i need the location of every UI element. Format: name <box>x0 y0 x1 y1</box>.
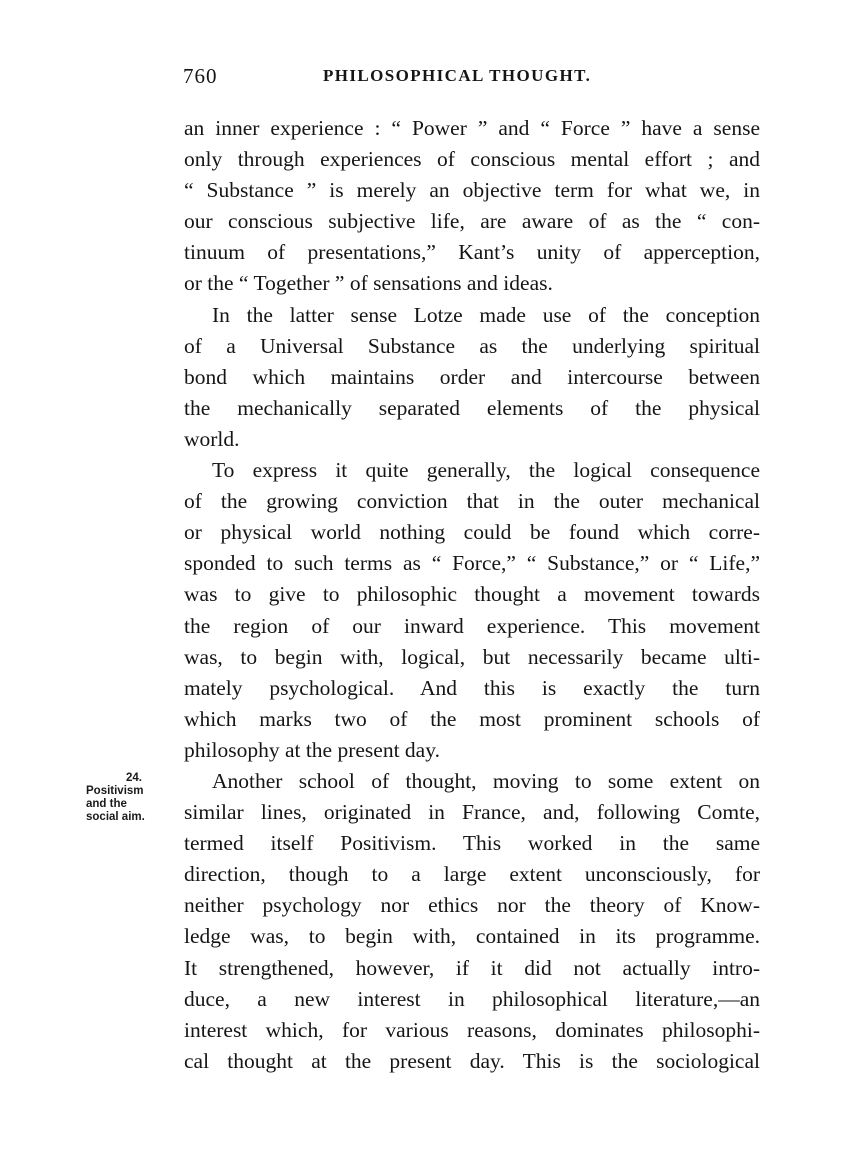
text-line: bond which maintains order and intercourse between <box>184 364 760 389</box>
text-line: philosophy at the present day. <box>184 737 440 762</box>
text-line: mately psychological. And this is exactly the turn <box>184 675 760 700</box>
text-line: To express it quite generally, the logical consequence <box>212 458 760 483</box>
text-line: our conscious subjective life, are aware of as the “ con- <box>184 209 760 234</box>
text-line: termed itself Positivism. This worked in the same <box>184 831 760 856</box>
text-line: of the growing conviction that in the outer mechanical <box>184 489 760 514</box>
running-title: PHILOSOPHICAL THOUGHT. <box>323 66 592 85</box>
text-line: was, to begin with, logical, but necessarily became ulti- <box>184 644 760 669</box>
text-line: It strengthened, however, if it did not actually intro- <box>184 955 760 980</box>
text-line: was to give to philosophic thought a movement towards <box>184 582 760 607</box>
text-line: of a Universal Substance as the underlying spiritual <box>184 333 760 358</box>
text-line: Another school of thought, moving to some extent on <box>212 768 760 793</box>
margin-note-line: and the <box>86 798 127 810</box>
text-line: or the “ Together ” of sensations and ideas. <box>184 271 553 296</box>
text-line: the region of our inward experience. This movement <box>184 613 760 638</box>
text-line: sponded to such terms as “ Force,” “ Substance,” or “ Life,” <box>184 551 760 576</box>
text-line: neither psychology nor ethics nor the theory of Know- <box>184 893 760 918</box>
text-line: interest which, for various reasons, dominates philosophi- <box>184 1017 760 1042</box>
margin-note-number: 24. <box>126 772 142 784</box>
text-line: duce, a new interest in philosophical literature,—an <box>184 986 760 1011</box>
text-line: “ Substance ” is merely an objective term for what we, in <box>184 178 760 203</box>
margin-note-line: Positivism <box>86 785 144 797</box>
margin-note <box>86 772 166 824</box>
text-line: which marks two of the most prominent schools of <box>184 706 760 731</box>
text-line: ledge was, to begin with, contained in its programme. <box>184 924 760 949</box>
text-line: world. <box>184 426 240 451</box>
text-line: an inner experience : “ Power ” and “ Force ” have a sense <box>184 116 760 140</box>
text-line: only through experiences of conscious mental effort ; and <box>184 147 760 172</box>
text-line: tinuum of presentations,” Kant’s unity of apperception, <box>184 240 760 265</box>
text-line: cal thought at the present day. This is the sociological <box>184 1048 760 1073</box>
page-number: 760 <box>183 64 218 88</box>
margin-note-line: social aim. <box>86 811 145 823</box>
text-line: similar lines, originated in France, and, following Comte, <box>184 800 760 825</box>
text-line: or physical world nothing could be found which corre- <box>184 520 760 545</box>
text-line: direction, though to a large extent unconsciously, for <box>184 862 760 887</box>
page-header <box>183 64 763 88</box>
text-line: In the latter sense Lotze made use of the conception <box>212 302 760 327</box>
text-line: the mechanically separated elements of the physical <box>184 395 760 420</box>
body-text <box>184 113 760 1077</box>
